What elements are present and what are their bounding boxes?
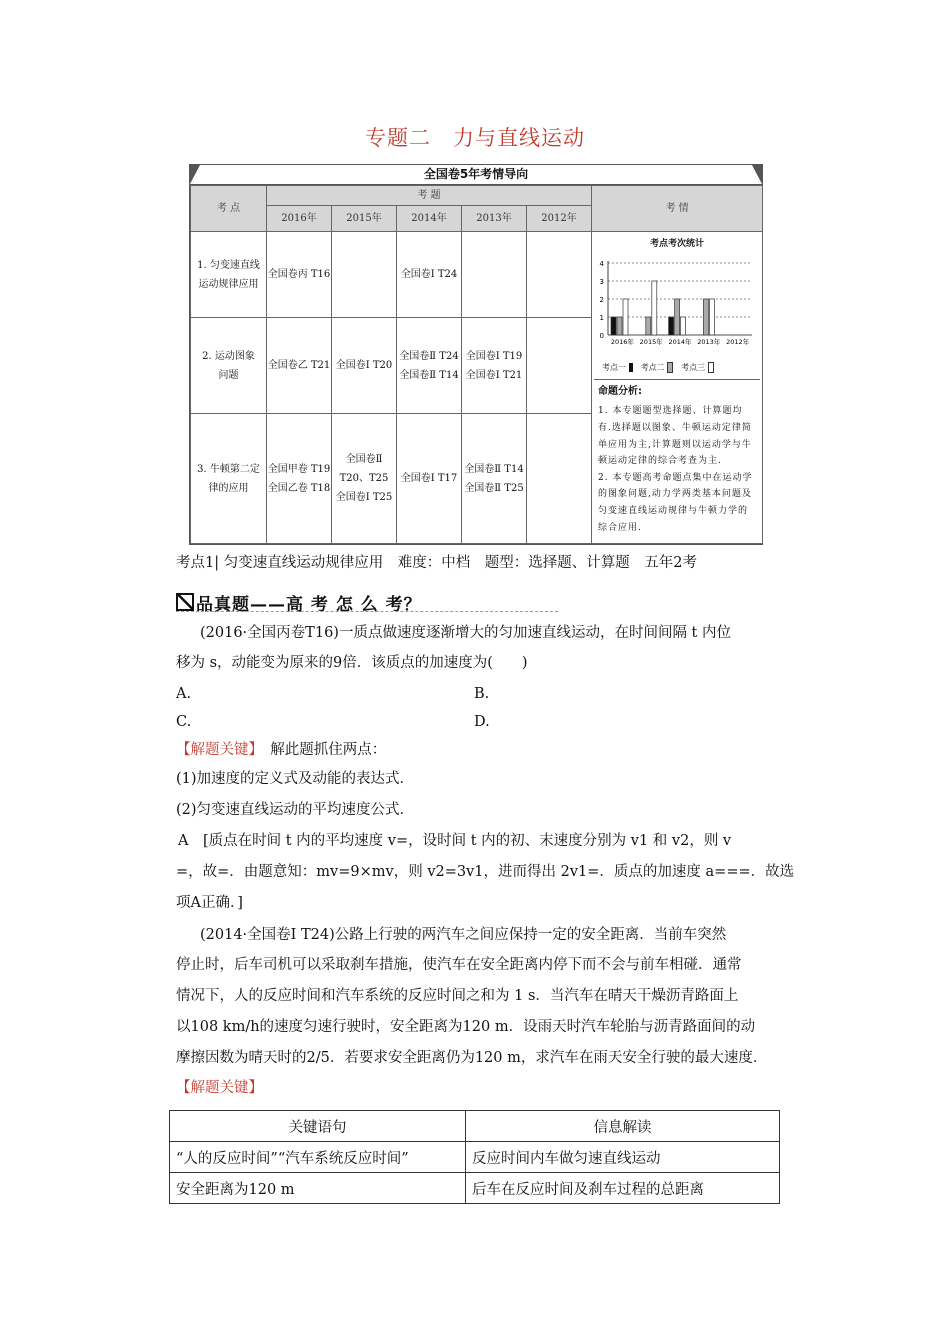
exam-table-header [190, 165, 762, 185]
y-tick-label: 2 [599, 296, 605, 305]
q2-line5: 摩擦因数为晴天时的2/5．若要求安全距离仍为120 m，求汽车在雨天安全行驶的最大速度． [176, 1050, 768, 1066]
exam-entry: 全国卷Ⅰ T24 [400, 269, 458, 280]
bar-考点二 [703, 299, 708, 335]
topic-cell [191, 232, 267, 318]
key1-point1: (1)加速度的定义式及动能的表达式． [176, 771, 415, 787]
exam-cell [527, 414, 592, 544]
q1-line2: 移为 s，动能变为原来的9倍．该质点的加速度为( ) [176, 655, 528, 671]
ans1-line2: =，故=．由题意知：mv=9×mv，则 v2=3v1，进而得出 2v1=．质点的加速度 a===．故选 [176, 864, 795, 880]
bar-考点三 [652, 281, 657, 335]
analysis-item-1: 1. 本专题题型选择题、计算题均有.选择题以图象、牛顿运动定律简单应用为主,计算题则以运动学与牛顿运动定律的综合考查为主. [598, 406, 752, 467]
exam-grid [190, 185, 763, 544]
bar-考点一 [669, 317, 674, 335]
topic-line: 律的应用 [208, 482, 249, 494]
exam-cell [397, 414, 462, 544]
topic-line: 问题 [218, 369, 239, 381]
year-header: 2015年 [332, 206, 397, 232]
key2-label: 【解题关键】 [176, 1080, 263, 1096]
legend-k2: 考点二 [640, 363, 665, 373]
topic-cell [191, 414, 267, 544]
bar-考点二 [675, 299, 680, 335]
option-b: B. [474, 686, 490, 702]
analysis-box [594, 379, 760, 536]
q2-line3: 情况下，人的反应时间和汽车系统的反应时间之和为 1 s．当汽车在晴天干燥沥青路面上 [176, 988, 739, 1004]
exam-cell [267, 318, 332, 414]
y-tick-label: 3 [599, 278, 605, 287]
exam-entry: 全国卷Ⅱ T14 [399, 369, 459, 381]
legend-k1: 考点一 [602, 363, 627, 373]
key-table-cell: 后车在反应时间及刹车过程的总距离 [466, 1173, 780, 1204]
q2-line4: 以108 km/h的速度匀速行驶时，安全距离为120 m．设雨天时汽车轮胎与沥青路面间的动 [176, 1019, 756, 1035]
key-table-cell: 安全距离为120 m [170, 1173, 466, 1204]
banner-text: 品真题——高 考 怎 么 考？ [196, 595, 422, 615]
exam-cell [527, 232, 592, 318]
exam-entry: T20、T25 [339, 473, 389, 484]
exam-cell [332, 318, 397, 414]
exam-entry: 全国卷Ⅱ T14 [464, 463, 524, 475]
exam-cell [462, 414, 527, 544]
exam-cell [397, 318, 462, 414]
x-tick-label: 2015年 [639, 338, 663, 347]
year-header: 2014年 [397, 206, 462, 232]
bar-考点一 [611, 317, 616, 335]
ans1-line3: 项A正确．] [176, 895, 243, 911]
key-table-header: 信息解读 [466, 1111, 780, 1142]
key-table-header: 关键语句 [170, 1111, 466, 1142]
exam-cell [397, 232, 462, 318]
key1-point2: (2)匀变速直线运动的平均速度公式． [176, 802, 415, 818]
exam-entry: 全国卷丙 T16 [267, 269, 331, 280]
key1-label: 【解题关键】 [176, 742, 256, 758]
exam-cell [462, 232, 527, 318]
q2-line1: (2014·全国卷Ⅰ T24)公路上行驶的两汽车之间应保持一定的安全距离．当前车突然 [200, 927, 727, 943]
year-header: 2012年 [527, 206, 592, 232]
exam-entry: 全国卷乙 T21 [267, 360, 331, 371]
option-a: A. [176, 686, 192, 702]
header-kaoqing: 考 情 [592, 186, 763, 232]
exam-cell [332, 414, 397, 544]
bar-考点二 [617, 317, 622, 335]
topic-line: 1. 匀变速直线 [197, 259, 260, 271]
key-table [169, 1110, 780, 1204]
corner-decoration [190, 165, 200, 184]
q1-line1: (2016·全国丙卷T16)一质点做速度逐渐增大的匀加速直线运动，在时间间隔 t 内位 [200, 625, 731, 641]
exam-entry: 全国卷Ⅰ T21 [465, 369, 523, 381]
exam-entry: 全国卷Ⅱ T24 [399, 350, 459, 362]
year-header: 2013年 [462, 206, 527, 232]
exam-cell [332, 232, 397, 318]
stats-title: 考点考次统计 [650, 239, 705, 249]
topic-cell [191, 318, 267, 414]
chart-legend [592, 360, 762, 379]
bar-考点三 [623, 299, 628, 335]
exam-entry: 全国卷Ⅱ T25 [464, 482, 524, 494]
exam-cell [267, 414, 332, 544]
page-title: 专题二 力与直线运动 [365, 126, 585, 150]
key1-row [176, 743, 386, 758]
option-d: D. [474, 714, 490, 730]
header-kaodian: 考 点 [191, 186, 267, 232]
section-heading: 考点1| 匀变速直线运动规律应用 难度：中档 题型：选择题、计算题 五年2考 [176, 555, 697, 571]
exam-entry: 全国卷Ⅰ T17 [400, 473, 458, 484]
topic-line: 运动规律应用 [198, 278, 259, 290]
y-tick-label: 0 [599, 332, 605, 341]
key-table-cell: “人的反应时间”“汽车系统反应时间” [170, 1142, 466, 1173]
bar-考点二 [646, 317, 651, 335]
x-tick-label: 2013年 [697, 338, 721, 347]
key-table-cell: 反应时间内车做匀速直线运动 [466, 1142, 780, 1173]
exam-entry: 全国卷Ⅱ [345, 454, 383, 465]
analysis-cell [592, 232, 763, 544]
exam-entry: 全国卷Ⅰ T20 [335, 360, 393, 371]
y-tick-label: 4 [599, 260, 605, 269]
exam-table-title: 全国卷5年考情导向 [423, 167, 529, 181]
analysis-title: 命题分析: [598, 386, 643, 398]
q2-line2: 停止时，后车司机可以采取刹车措施，使汽车在安全距离内停下而不会与前车相碰．通常 [176, 957, 742, 973]
topic-line: 2. 运动图象 [202, 350, 255, 362]
corner-decoration [752, 165, 762, 184]
exam-cell [462, 318, 527, 414]
analysis-item-2: 2. 本专题高考命题点集中在运动学的图象问题,动力学两类基本问题及匀变速直线运动规律与牛顿力学的综合应用. [598, 472, 753, 533]
y-tick-label: 1 [599, 314, 605, 323]
exam-guide-table [189, 164, 763, 545]
bar-考点三 [681, 317, 686, 335]
exam-entry: 全国卷Ⅰ T25 [335, 492, 393, 503]
topic-line: 3. 牛顿第二定 [197, 463, 260, 475]
option-c: C. [176, 714, 192, 730]
year-header: 2016年 [267, 206, 332, 232]
x-tick-label: 2016年 [610, 338, 634, 347]
x-tick-label: 2012年 [726, 338, 750, 347]
dashed-divider [176, 611, 558, 612]
x-tick-label: 2014年 [668, 338, 692, 347]
ans1-line1: A [质点在时间 t 内的平均速度 v=，设时间 t 内的初、末速度分别为 v1 和 v2，则 v [178, 833, 732, 849]
key1-intro: 解此题抓住两点： [270, 742, 387, 758]
stats-chart [592, 253, 760, 353]
exam-cell [267, 232, 332, 318]
header-kaoti: 考 题 [267, 186, 592, 206]
exam-entry: 全国甲卷 T19 [267, 463, 331, 475]
bar-考点三 [709, 299, 714, 335]
exam-cell [527, 318, 592, 414]
checkbox-icon [176, 593, 194, 611]
exam-entry: 全国乙卷 T18 [267, 482, 331, 494]
exam-entry: 全国卷Ⅰ T19 [465, 350, 523, 362]
legend-k3: 考点三 [681, 363, 706, 373]
